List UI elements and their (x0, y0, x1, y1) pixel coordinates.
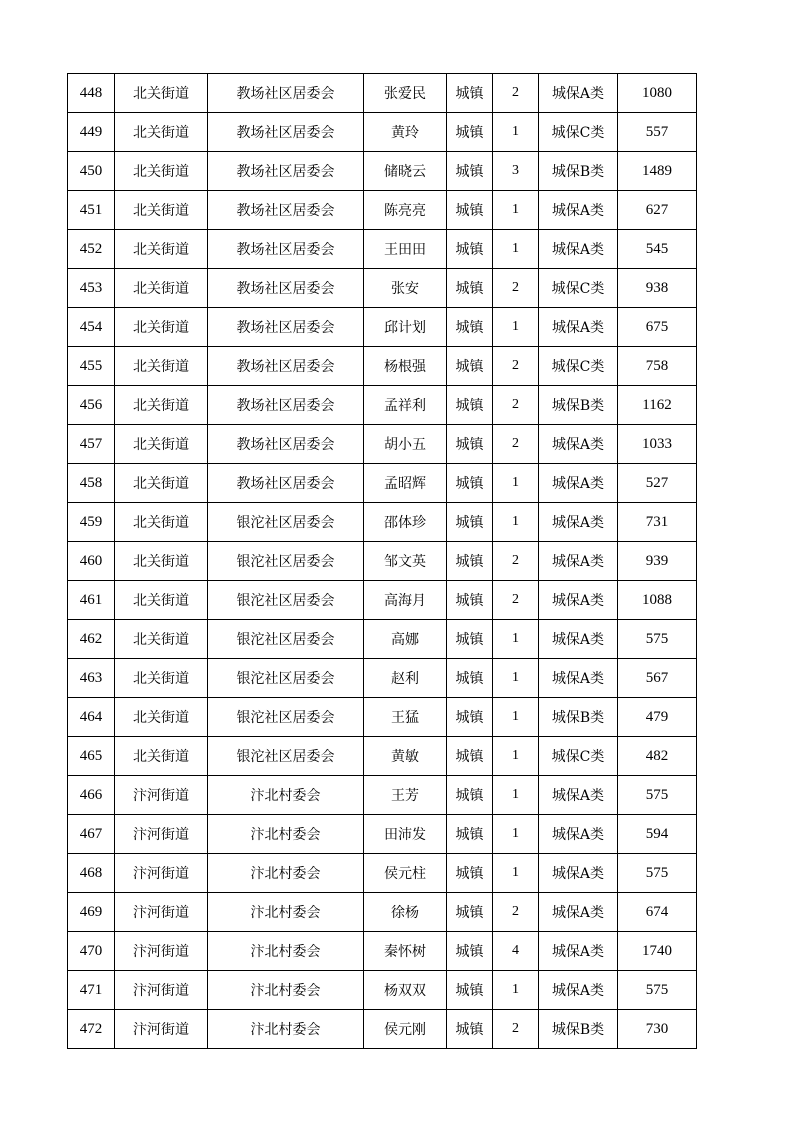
table-row (68, 191, 697, 230)
street-cell: 汴河街道 (115, 971, 208, 1010)
committee-cell: 教场社区居委会 (208, 113, 364, 152)
person-name-cell: 陈亮亮 (364, 191, 447, 230)
street-cell: 汴河街道 (115, 893, 208, 932)
household-count-cell: 4 (493, 932, 539, 971)
category-cell: 城保B类 (539, 386, 618, 425)
committee-cell: 教场社区居委会 (208, 425, 364, 464)
street-cell: 汴河街道 (115, 932, 208, 971)
table-row (68, 152, 697, 191)
area-type-cell: 城镇 (447, 698, 493, 737)
committee-cell: 汴北村委会 (208, 971, 364, 1010)
household-count-cell: 1 (493, 971, 539, 1010)
area-type-cell: 城镇 (447, 347, 493, 386)
table-row (68, 1010, 697, 1049)
amount-cell: 730 (618, 1010, 697, 1049)
category-cell: 城保A类 (539, 74, 618, 113)
amount-cell: 557 (618, 113, 697, 152)
committee-cell: 教场社区居委会 (208, 230, 364, 269)
row-number-cell: 448 (68, 74, 115, 113)
person-name-cell: 徐杨 (364, 893, 447, 932)
category-cell: 城保A类 (539, 971, 618, 1010)
person-name-cell: 杨双双 (364, 971, 447, 1010)
household-count-cell: 1 (493, 464, 539, 503)
household-count-cell: 2 (493, 581, 539, 620)
street-cell: 北关街道 (115, 386, 208, 425)
household-count-cell: 3 (493, 152, 539, 191)
person-name-cell: 王田田 (364, 230, 447, 269)
committee-cell: 汴北村委会 (208, 776, 364, 815)
street-cell: 汴河街道 (115, 776, 208, 815)
category-cell: 城保B类 (539, 698, 618, 737)
household-count-cell: 2 (493, 386, 539, 425)
street-cell: 北关街道 (115, 113, 208, 152)
person-name-cell: 王芳 (364, 776, 447, 815)
person-name-cell: 黄玲 (364, 113, 447, 152)
row-number-cell: 459 (68, 503, 115, 542)
household-count-cell: 2 (493, 347, 539, 386)
category-cell: 城保A类 (539, 854, 618, 893)
area-type-cell: 城镇 (447, 581, 493, 620)
household-count-cell: 1 (493, 737, 539, 776)
table-row (68, 503, 697, 542)
area-type-cell: 城镇 (447, 542, 493, 581)
amount-cell: 731 (618, 503, 697, 542)
row-number-cell: 449 (68, 113, 115, 152)
street-cell: 北关街道 (115, 425, 208, 464)
committee-cell: 银沱社区居委会 (208, 503, 364, 542)
category-cell: 城保A类 (539, 932, 618, 971)
category-cell: 城保A类 (539, 581, 618, 620)
row-number-cell: 472 (68, 1010, 115, 1049)
committee-cell: 教场社区居委会 (208, 152, 364, 191)
person-name-cell: 杨根强 (364, 347, 447, 386)
category-cell: 城保A类 (539, 503, 618, 542)
amount-cell: 1489 (618, 152, 697, 191)
street-cell: 北关街道 (115, 581, 208, 620)
row-number-cell: 471 (68, 971, 115, 1010)
street-cell: 北关街道 (115, 152, 208, 191)
household-count-cell: 1 (493, 815, 539, 854)
street-cell: 北关街道 (115, 659, 208, 698)
amount-cell: 675 (618, 308, 697, 347)
household-count-cell: 1 (493, 308, 539, 347)
category-cell: 城保A类 (539, 659, 618, 698)
area-type-cell: 城镇 (447, 932, 493, 971)
person-name-cell: 邱计划 (364, 308, 447, 347)
table-row (68, 854, 697, 893)
person-name-cell: 张爱民 (364, 74, 447, 113)
committee-cell: 银沱社区居委会 (208, 620, 364, 659)
household-count-cell: 1 (493, 698, 539, 737)
row-number-cell: 453 (68, 269, 115, 308)
household-count-cell: 1 (493, 854, 539, 893)
household-count-cell: 2 (493, 425, 539, 464)
committee-cell: 教场社区居委会 (208, 347, 364, 386)
amount-cell: 1740 (618, 932, 697, 971)
street-cell: 北关街道 (115, 74, 208, 113)
amount-cell: 1162 (618, 386, 697, 425)
table-row (68, 659, 697, 698)
amount-cell: 1088 (618, 581, 697, 620)
committee-cell: 汴北村委会 (208, 893, 364, 932)
committee-cell: 银沱社区居委会 (208, 698, 364, 737)
area-type-cell: 城镇 (447, 152, 493, 191)
household-count-cell: 1 (493, 503, 539, 542)
area-type-cell: 城镇 (447, 308, 493, 347)
category-cell: 城保A类 (539, 425, 618, 464)
person-name-cell: 胡小五 (364, 425, 447, 464)
amount-cell: 1080 (618, 74, 697, 113)
category-cell: 城保A类 (539, 542, 618, 581)
person-name-cell: 田沛发 (364, 815, 447, 854)
row-number-cell: 450 (68, 152, 115, 191)
category-cell: 城保B类 (539, 152, 618, 191)
area-type-cell: 城镇 (447, 893, 493, 932)
area-type-cell: 城镇 (447, 230, 493, 269)
category-cell: 城保A类 (539, 620, 618, 659)
amount-cell: 938 (618, 269, 697, 308)
street-cell: 北关街道 (115, 464, 208, 503)
amount-cell: 575 (618, 620, 697, 659)
household-count-cell: 2 (493, 893, 539, 932)
area-type-cell: 城镇 (447, 503, 493, 542)
household-count-cell: 1 (493, 620, 539, 659)
row-number-cell: 452 (68, 230, 115, 269)
person-name-cell: 孟昭辉 (364, 464, 447, 503)
table-body (68, 74, 697, 1049)
category-cell: 城保C类 (539, 347, 618, 386)
amount-cell: 479 (618, 698, 697, 737)
table-row (68, 308, 697, 347)
table-row (68, 425, 697, 464)
area-type-cell: 城镇 (447, 269, 493, 308)
person-name-cell: 邹文英 (364, 542, 447, 581)
area-type-cell: 城镇 (447, 386, 493, 425)
committee-cell: 汴北村委会 (208, 932, 364, 971)
committee-cell: 教场社区居委会 (208, 74, 364, 113)
person-name-cell: 黄敏 (364, 737, 447, 776)
category-cell: 城保A类 (539, 191, 618, 230)
category-cell: 城保B类 (539, 1010, 618, 1049)
row-number-cell: 464 (68, 698, 115, 737)
committee-cell: 银沱社区居委会 (208, 581, 364, 620)
table-row (68, 776, 697, 815)
area-type-cell: 城镇 (447, 776, 493, 815)
area-type-cell: 城镇 (447, 815, 493, 854)
area-type-cell: 城镇 (447, 971, 493, 1010)
amount-cell: 627 (618, 191, 697, 230)
committee-cell: 银沱社区居委会 (208, 542, 364, 581)
street-cell: 北关街道 (115, 347, 208, 386)
row-number-cell: 451 (68, 191, 115, 230)
row-number-cell: 458 (68, 464, 115, 503)
category-cell: 城保C类 (539, 113, 618, 152)
table-row (68, 464, 697, 503)
table-row (68, 542, 697, 581)
amount-cell: 575 (618, 776, 697, 815)
committee-cell: 教场社区居委会 (208, 191, 364, 230)
row-number-cell: 467 (68, 815, 115, 854)
category-cell: 城保A类 (539, 893, 618, 932)
table-row (68, 620, 697, 659)
household-count-cell: 1 (493, 113, 539, 152)
area-type-cell: 城镇 (447, 113, 493, 152)
row-number-cell: 470 (68, 932, 115, 971)
person-name-cell: 邵体珍 (364, 503, 447, 542)
committee-cell: 汴北村委会 (208, 815, 364, 854)
street-cell: 北关街道 (115, 698, 208, 737)
amount-cell: 575 (618, 971, 697, 1010)
row-number-cell: 457 (68, 425, 115, 464)
table-row (68, 737, 697, 776)
area-type-cell: 城镇 (447, 1010, 493, 1049)
table-row (68, 74, 697, 113)
committee-cell: 教场社区居委会 (208, 308, 364, 347)
amount-cell: 1033 (618, 425, 697, 464)
row-number-cell: 456 (68, 386, 115, 425)
person-name-cell: 王猛 (364, 698, 447, 737)
street-cell: 北关街道 (115, 191, 208, 230)
amount-cell: 939 (618, 542, 697, 581)
category-cell: 城保A类 (539, 464, 618, 503)
person-name-cell: 高娜 (364, 620, 447, 659)
household-count-cell: 2 (493, 1010, 539, 1049)
person-name-cell: 侯元刚 (364, 1010, 447, 1049)
row-number-cell: 455 (68, 347, 115, 386)
category-cell: 城保C类 (539, 269, 618, 308)
row-number-cell: 454 (68, 308, 115, 347)
table-row (68, 932, 697, 971)
street-cell: 北关街道 (115, 620, 208, 659)
category-cell: 城保C类 (539, 737, 618, 776)
area-type-cell: 城镇 (447, 620, 493, 659)
table-row (68, 113, 697, 152)
street-cell: 北关街道 (115, 737, 208, 776)
household-count-cell: 1 (493, 659, 539, 698)
amount-cell: 674 (618, 893, 697, 932)
amount-cell: 527 (618, 464, 697, 503)
committee-cell: 银沱社区居委会 (208, 659, 364, 698)
person-name-cell: 高海月 (364, 581, 447, 620)
category-cell: 城保A类 (539, 815, 618, 854)
table-row (68, 386, 697, 425)
committee-cell: 教场社区居委会 (208, 386, 364, 425)
category-cell: 城保A类 (539, 776, 618, 815)
table-row (68, 815, 697, 854)
amount-cell: 575 (618, 854, 697, 893)
street-cell: 北关街道 (115, 542, 208, 581)
table-row (68, 269, 697, 308)
amount-cell: 594 (618, 815, 697, 854)
committee-cell: 教场社区居委会 (208, 464, 364, 503)
row-number-cell: 465 (68, 737, 115, 776)
area-type-cell: 城镇 (447, 737, 493, 776)
committee-cell: 汴北村委会 (208, 1010, 364, 1049)
row-number-cell: 466 (68, 776, 115, 815)
area-type-cell: 城镇 (447, 425, 493, 464)
category-cell: 城保A类 (539, 308, 618, 347)
area-type-cell: 城镇 (447, 74, 493, 113)
committee-cell: 汴北村委会 (208, 854, 364, 893)
area-type-cell: 城镇 (447, 191, 493, 230)
table-row (68, 230, 697, 269)
amount-cell: 758 (618, 347, 697, 386)
area-type-cell: 城镇 (447, 854, 493, 893)
area-type-cell: 城镇 (447, 659, 493, 698)
amount-cell: 482 (618, 737, 697, 776)
street-cell: 汴河街道 (115, 815, 208, 854)
street-cell: 汴河街道 (115, 854, 208, 893)
category-cell: 城保A类 (539, 230, 618, 269)
street-cell: 北关街道 (115, 269, 208, 308)
street-cell: 北关街道 (115, 503, 208, 542)
committee-cell: 教场社区居委会 (208, 269, 364, 308)
table-row (68, 971, 697, 1010)
row-number-cell: 462 (68, 620, 115, 659)
person-name-cell: 储晓云 (364, 152, 447, 191)
person-name-cell: 孟祥利 (364, 386, 447, 425)
person-name-cell: 赵利 (364, 659, 447, 698)
household-count-cell: 2 (493, 269, 539, 308)
household-count-cell: 2 (493, 542, 539, 581)
row-number-cell: 460 (68, 542, 115, 581)
table-row (68, 347, 697, 386)
amount-cell: 567 (618, 659, 697, 698)
person-name-cell: 秦怀树 (364, 932, 447, 971)
street-cell: 汴河街道 (115, 1010, 208, 1049)
person-name-cell: 侯元柱 (364, 854, 447, 893)
row-number-cell: 461 (68, 581, 115, 620)
street-cell: 北关街道 (115, 230, 208, 269)
household-count-cell: 1 (493, 230, 539, 269)
table-row (68, 893, 697, 932)
street-cell: 北关街道 (115, 308, 208, 347)
person-name-cell: 张安 (364, 269, 447, 308)
row-number-cell: 469 (68, 893, 115, 932)
row-number-cell: 468 (68, 854, 115, 893)
household-count-cell: 2 (493, 74, 539, 113)
household-count-cell: 1 (493, 776, 539, 815)
area-type-cell: 城镇 (447, 464, 493, 503)
amount-cell: 545 (618, 230, 697, 269)
table-row (68, 581, 697, 620)
data-table (67, 73, 697, 1049)
table-row (68, 698, 697, 737)
household-count-cell: 1 (493, 191, 539, 230)
committee-cell: 银沱社区居委会 (208, 737, 364, 776)
row-number-cell: 463 (68, 659, 115, 698)
